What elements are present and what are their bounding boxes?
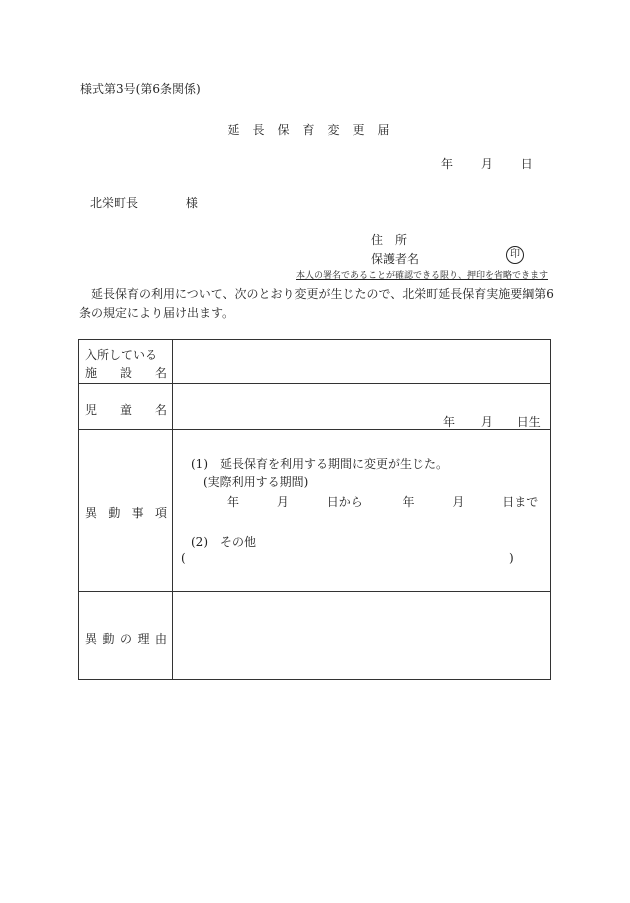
row-divider [79, 383, 550, 384]
period-from-to [227, 493, 538, 510]
child-name-label: 児 童 名 [85, 403, 167, 417]
date-day-label: 日 [520, 157, 533, 171]
change-form-table [78, 339, 551, 680]
other-close-paren: ) [509, 551, 514, 565]
date-year-label: 年 [441, 157, 454, 171]
document-title: 延長保育変更届 [227, 123, 403, 137]
guardian-name-label: 保護者名 [371, 252, 420, 266]
birth-date-labels [443, 413, 541, 430]
submission-date [441, 155, 533, 172]
period-start-year: 年 [227, 495, 240, 509]
change-item-1: (1) 延長保育を利用する期間に変更が生じた。 [191, 457, 448, 471]
facility-label-line1: 入所している [85, 348, 158, 362]
period-start-month: 月 [276, 495, 289, 509]
table-column-divider [172, 340, 173, 679]
seal-mark: 印 [506, 246, 524, 264]
period-start-day: 日から [326, 495, 363, 509]
change-item-2: (2) その他 [191, 535, 256, 549]
body-text: 延長保育の利用について、次のとおり変更が生じたので、北栄町延長保育実施要綱第6条の規定により届け出ます。 [79, 287, 554, 320]
change-items-label: 異 動 事 項 [85, 506, 167, 520]
actual-period-label: (実際利用する期間) [203, 475, 309, 489]
addressee [90, 194, 198, 211]
period-end-year: 年 [402, 495, 415, 509]
addressee-office: 北栄町長 [90, 196, 139, 210]
form-number: 様式第3号(第6条関係) [80, 82, 201, 96]
addressee-honorific: 様 [185, 196, 198, 210]
facility-label-line2: 施 設 名 [85, 366, 167, 380]
period-end-day: 日まで [502, 495, 539, 509]
birth-day-label: 日生 [516, 415, 541, 429]
signature-note: 本人の署名であることが確認できる限り、押印を省略できます [296, 271, 549, 281]
other-open-paren: ( [181, 551, 186, 565]
row-divider [79, 591, 550, 592]
period-end-month: 月 [452, 495, 465, 509]
date-month-label: 月 [480, 157, 493, 171]
address-label: 住 所 [371, 233, 408, 247]
change-reason-label: 異 動 の 理 由 [85, 632, 167, 646]
birth-month-label: 月 [480, 415, 493, 429]
birth-year-label: 年 [443, 415, 456, 429]
